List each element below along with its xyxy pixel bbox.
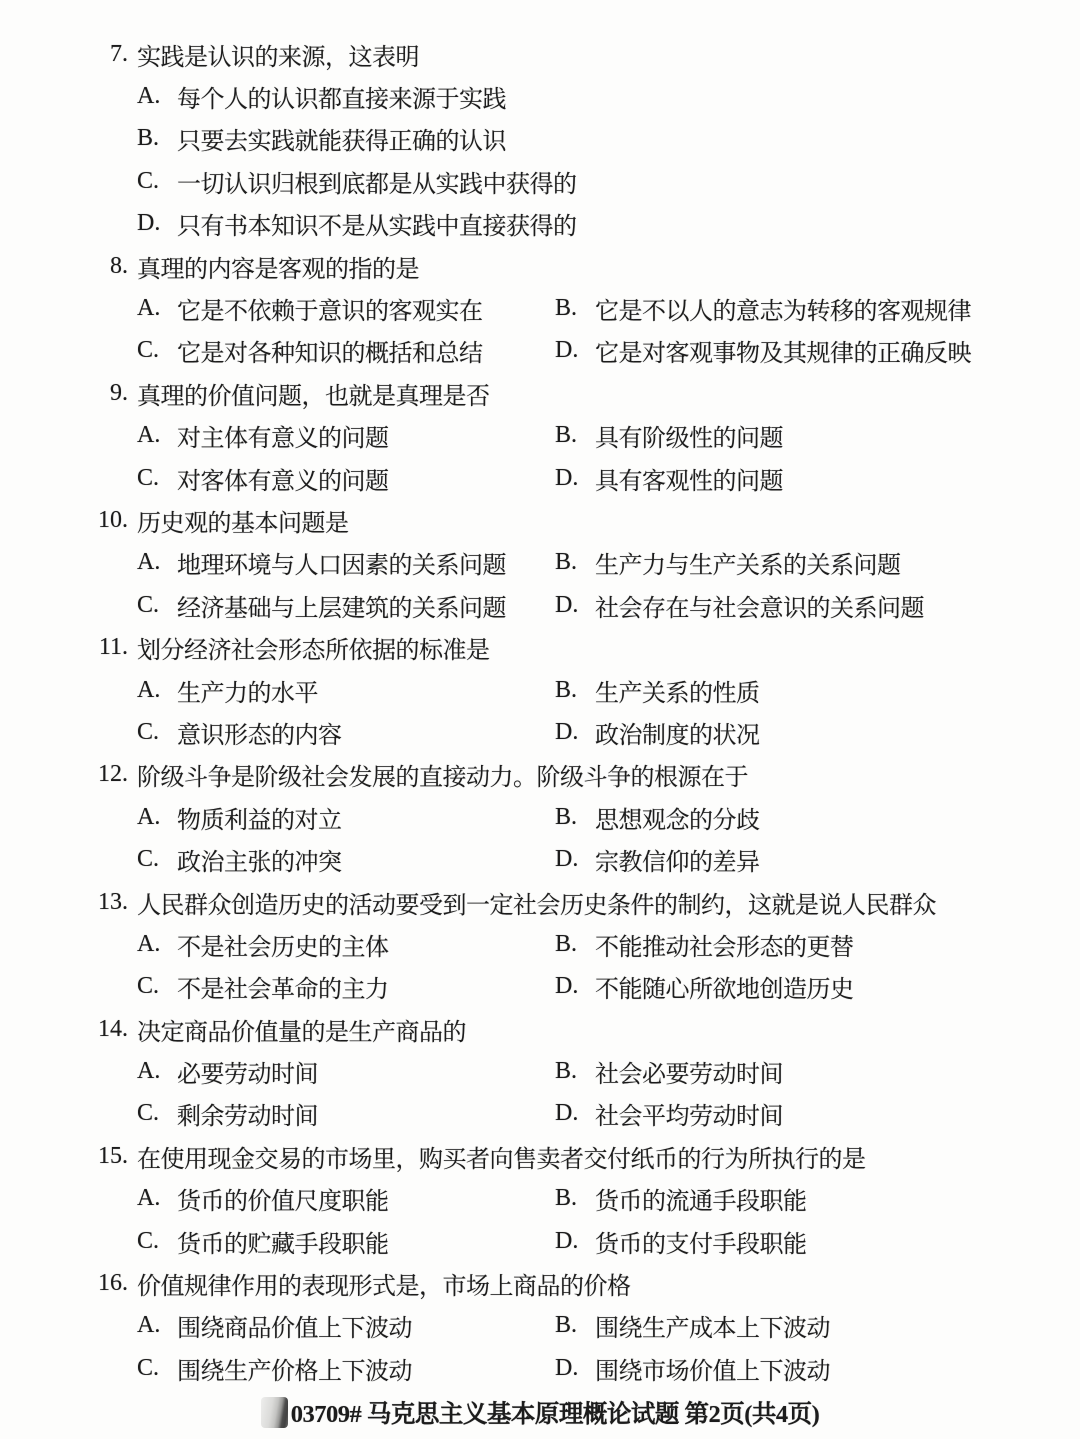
question-16 (0, 1262, 1080, 1389)
question-number: 12. (98, 761, 128, 788)
option-label: B. (555, 1058, 578, 1085)
question-line (0, 245, 1080, 287)
option-text: 它是不依赖于意识的客观实在 (177, 299, 483, 326)
option-label: D. (555, 1354, 579, 1381)
option-7C (0, 160, 1080, 202)
question-line (0, 1135, 1080, 1177)
option-15D (555, 1220, 1080, 1262)
question-number: 14. (98, 1015, 128, 1042)
ink-smudge-artifact (261, 1397, 288, 1428)
option-text: 地理环境与人口因素的关系问题 (177, 553, 506, 580)
options (0, 1050, 1080, 1135)
option-label: B. (555, 803, 578, 830)
option-label: D. (555, 464, 579, 491)
option-label: D. (137, 210, 161, 237)
option-text: 不能推动社会形态的更替 (595, 934, 854, 961)
option-label: B. (555, 676, 578, 703)
option-text: 意识形态的内容 (177, 722, 342, 749)
option-text: 围绕生产价格上下波动 (177, 1358, 412, 1385)
option-12B (555, 796, 1080, 838)
option-label: C. (137, 337, 160, 364)
option-14A (0, 1050, 555, 1092)
question-stem: 人民群众创造历史的活动要受到一定社会历史条件的制约，这就是说人民群众 (137, 892, 936, 919)
option-12A (0, 796, 555, 838)
option-9C (0, 457, 555, 499)
option-label: C. (137, 464, 160, 491)
option-label: A. (137, 1058, 161, 1085)
option-8A (0, 287, 555, 329)
option-label: A. (137, 422, 161, 449)
options (0, 1178, 1080, 1263)
option-16A (0, 1305, 555, 1347)
option-label: B. (555, 1185, 578, 1212)
option-8C (0, 330, 555, 372)
option-text: 不能随心所欲地创造历史 (595, 977, 854, 1004)
option-14B (555, 1050, 1080, 1092)
option-text: 经济基础与上层建筑的关系问题 (177, 595, 506, 622)
question-9 (0, 372, 1080, 499)
option-16B (555, 1305, 1080, 1347)
options (0, 669, 1080, 754)
question-stem: 历史观的基本问题是 (137, 510, 349, 537)
option-text: 政治主张的冲突 (177, 850, 342, 877)
question-stem: 决定商品价值量的是生产商品的 (137, 1019, 466, 1046)
option-label: A. (137, 83, 161, 110)
option-label: D. (555, 1227, 579, 1254)
option-label: D. (555, 591, 579, 618)
options (0, 542, 1080, 627)
question-7 (0, 33, 1080, 245)
question-line (0, 881, 1080, 923)
option-label: D. (555, 1100, 579, 1127)
option-10D (555, 584, 1080, 626)
question-number: 10. (98, 506, 128, 533)
option-16C (0, 1347, 555, 1389)
option-text: 围绕生产成本上下波动 (595, 1316, 830, 1343)
option-text: 它是不以人的意志为转移的客观规律 (595, 299, 971, 326)
option-11D (555, 711, 1080, 753)
option-text: 社会必要劳动时间 (595, 1062, 783, 1089)
option-text: 社会存在与社会意识的关系问题 (595, 595, 924, 622)
option-text: 它是对客观事物及其规律的正确反映 (595, 341, 971, 368)
question-line (0, 1262, 1080, 1304)
option-label: A. (137, 1312, 161, 1339)
option-label: B. (555, 422, 578, 449)
option-15C (0, 1220, 555, 1262)
option-label: C. (137, 846, 160, 873)
options (0, 1305, 1080, 1390)
footer-text: 03709# 马克思主义基本原理概论试题 第2页(共4页) (290, 1401, 820, 1428)
option-text: 社会平均劳动时间 (595, 1104, 783, 1131)
option-label: A. (137, 1185, 161, 1212)
option-13A (0, 923, 555, 965)
option-text: 货币的贮藏手段职能 (177, 1231, 389, 1258)
option-11B (555, 669, 1080, 711)
option-label: B. (555, 1312, 578, 1339)
question-8 (0, 245, 1080, 372)
option-11A (0, 669, 555, 711)
question-number: 7. (110, 40, 128, 67)
option-10B (555, 542, 1080, 584)
question-number: 8. (110, 252, 128, 279)
question-line (0, 499, 1080, 541)
option-text: 生产关系的性质 (595, 680, 760, 707)
option-text: 具有客观性的问题 (595, 468, 783, 495)
question-line (0, 1008, 1080, 1050)
option-text: 生产力的水平 (177, 680, 318, 707)
option-text: 只要去实践就能获得正确的认识 (177, 129, 506, 156)
option-13B (555, 923, 1080, 965)
question-line (0, 33, 1080, 75)
question-13 (0, 881, 1080, 1008)
question-number: 15. (98, 1142, 128, 1169)
option-text: 货币的价值尺度职能 (177, 1189, 389, 1216)
question-14 (0, 1008, 1080, 1135)
option-9D (555, 457, 1080, 499)
options (0, 75, 1080, 245)
option-text: 思想观念的分歧 (595, 807, 760, 834)
question-number: 13. (98, 888, 128, 915)
option-14D (555, 1093, 1080, 1135)
option-8D (555, 330, 1080, 372)
option-label: B. (555, 930, 578, 957)
option-text: 具有阶级性的问题 (595, 426, 783, 453)
option-13C (0, 966, 555, 1008)
question-12 (0, 754, 1080, 881)
option-label: A. (137, 803, 161, 830)
question-stem: 在使用现金交易的市场里，购买者向售卖者交付纸币的行为所执行的是 (137, 1146, 866, 1173)
option-label: C. (137, 591, 160, 618)
option-label: A. (137, 295, 161, 322)
page-footer (0, 1391, 1080, 1435)
question-11 (0, 626, 1080, 753)
option-text: 不是社会历史的主体 (177, 934, 389, 961)
question-line (0, 372, 1080, 414)
option-16D (555, 1347, 1080, 1389)
option-11C (0, 711, 555, 753)
question-stem: 价值规律作用的表现形式是，市场上商品的价格 (137, 1274, 631, 1301)
question-10 (0, 499, 1080, 626)
option-label: B. (137, 125, 160, 152)
option-label: C. (137, 973, 160, 1000)
option-label: A. (137, 930, 161, 957)
option-text: 每个人的认识都直接来源于实践 (177, 87, 506, 114)
option-label: B. (555, 549, 578, 576)
option-label: D. (555, 718, 579, 745)
option-text: 政治制度的状况 (595, 722, 760, 749)
option-text: 围绕商品价值上下波动 (177, 1316, 412, 1343)
option-label: C. (137, 1354, 160, 1381)
option-13D (555, 966, 1080, 1008)
options (0, 287, 1080, 372)
option-7D (0, 203, 1080, 245)
option-12D (555, 838, 1080, 880)
question-15 (0, 1135, 1080, 1262)
option-label: A. (137, 549, 161, 576)
question-stem: 真理的内容是客观的指的是 (137, 256, 419, 283)
option-label: D. (555, 973, 579, 1000)
options (0, 415, 1080, 500)
option-text: 对主体有意义的问题 (177, 426, 389, 453)
option-label: C. (137, 1100, 160, 1127)
option-14C (0, 1093, 555, 1135)
option-label: C. (137, 718, 160, 745)
option-text: 对客体有意义的问题 (177, 468, 389, 495)
option-7B (0, 118, 1080, 160)
option-text: 它是对各种知识的概括和总结 (177, 341, 483, 368)
option-8B (555, 287, 1080, 329)
option-9B (555, 415, 1080, 457)
options (0, 923, 1080, 1008)
question-stem: 真理的价值问题，也就是真理是否 (137, 383, 490, 410)
question-number: 11. (98, 634, 128, 661)
option-text: 货币的支付手段职能 (595, 1231, 807, 1258)
question-stem: 阶级斗争是阶级社会发展的直接动力。阶级斗争的根源在于 (137, 765, 748, 792)
option-7A (0, 75, 1080, 117)
option-text: 只有书本知识不是从实践中直接获得的 (177, 214, 577, 241)
option-label: C. (137, 167, 160, 194)
option-label: B. (555, 295, 578, 322)
option-text: 不是社会革命的主力 (177, 977, 389, 1004)
option-text: 货币的流通手段职能 (595, 1189, 807, 1216)
option-10C (0, 584, 555, 626)
option-text: 一切认识归根到底都是从实践中获得的 (177, 171, 577, 198)
option-9A (0, 415, 555, 457)
option-text: 物质利益的对立 (177, 807, 342, 834)
option-text: 围绕市场价值上下波动 (595, 1358, 830, 1385)
option-12C (0, 838, 555, 880)
question-number: 16. (98, 1270, 128, 1297)
option-15B (555, 1178, 1080, 1220)
option-text: 必要劳动时间 (177, 1062, 318, 1089)
option-label: C. (137, 1227, 160, 1254)
option-10A (0, 542, 555, 584)
question-line (0, 754, 1080, 796)
option-15A (0, 1178, 555, 1220)
question-line (0, 626, 1080, 668)
option-text: 生产力与生产关系的关系问题 (595, 553, 901, 580)
question-stem: 实践是认识的来源，这表明 (137, 44, 419, 71)
option-text: 剩余劳动时间 (177, 1104, 318, 1131)
option-label: D. (555, 846, 579, 873)
options (0, 796, 1080, 881)
question-number: 9. (110, 379, 128, 406)
option-text: 宗教信仰的差异 (595, 850, 760, 877)
question-stem: 划分经济社会形态所依据的标准是 (137, 638, 490, 665)
option-label: A. (137, 676, 161, 703)
option-label: D. (555, 337, 579, 364)
